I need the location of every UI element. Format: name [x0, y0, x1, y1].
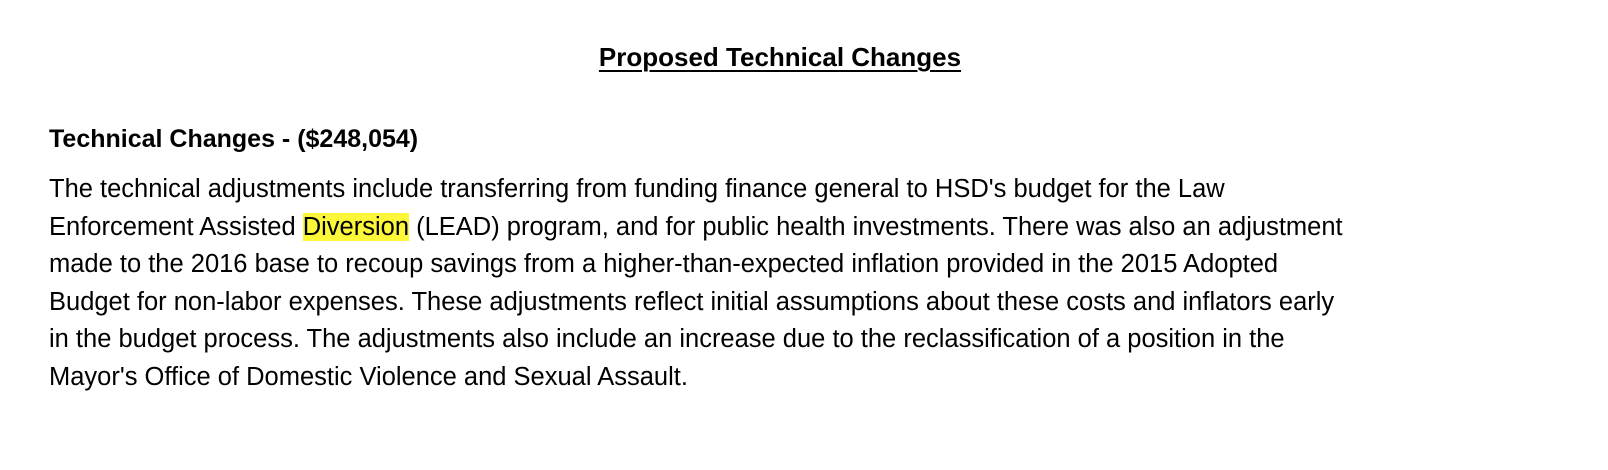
paragraph-text: (LEAD) program, and for public health investments. There was also an adjustment [409, 212, 1343, 241]
paragraph-line: The technical adjustments include transferring from funding finance general to HSD's budget for the Law [49, 175, 1225, 203]
paragraph-line: Budget for non-labor expenses. These adjustments reflect initial assumptions about these costs and inflators early [49, 287, 1335, 316]
paragraph-text: Enforcement Assisted [49, 212, 303, 241]
paragraph-line: Mayor's Office of Domestic Violence and Sexual Assault. [49, 362, 688, 391]
body-paragraph [49, 171, 1549, 396]
highlighted-word: Diversion [302, 212, 410, 241]
page-title: Proposed Technical Changes [598, 42, 962, 72]
paragraph-line [49, 209, 1549, 247]
section-heading: Technical Changes - ($248,054) [49, 125, 419, 153]
paragraph-line: made to the 2016 base to recoup savings from a higher-than-expected inflation provided in the 2015 Adopted [49, 250, 1279, 278]
paragraph-line: in the budget process. The adjustments also include an increase due to the reclassification of a position in the [49, 325, 1285, 353]
